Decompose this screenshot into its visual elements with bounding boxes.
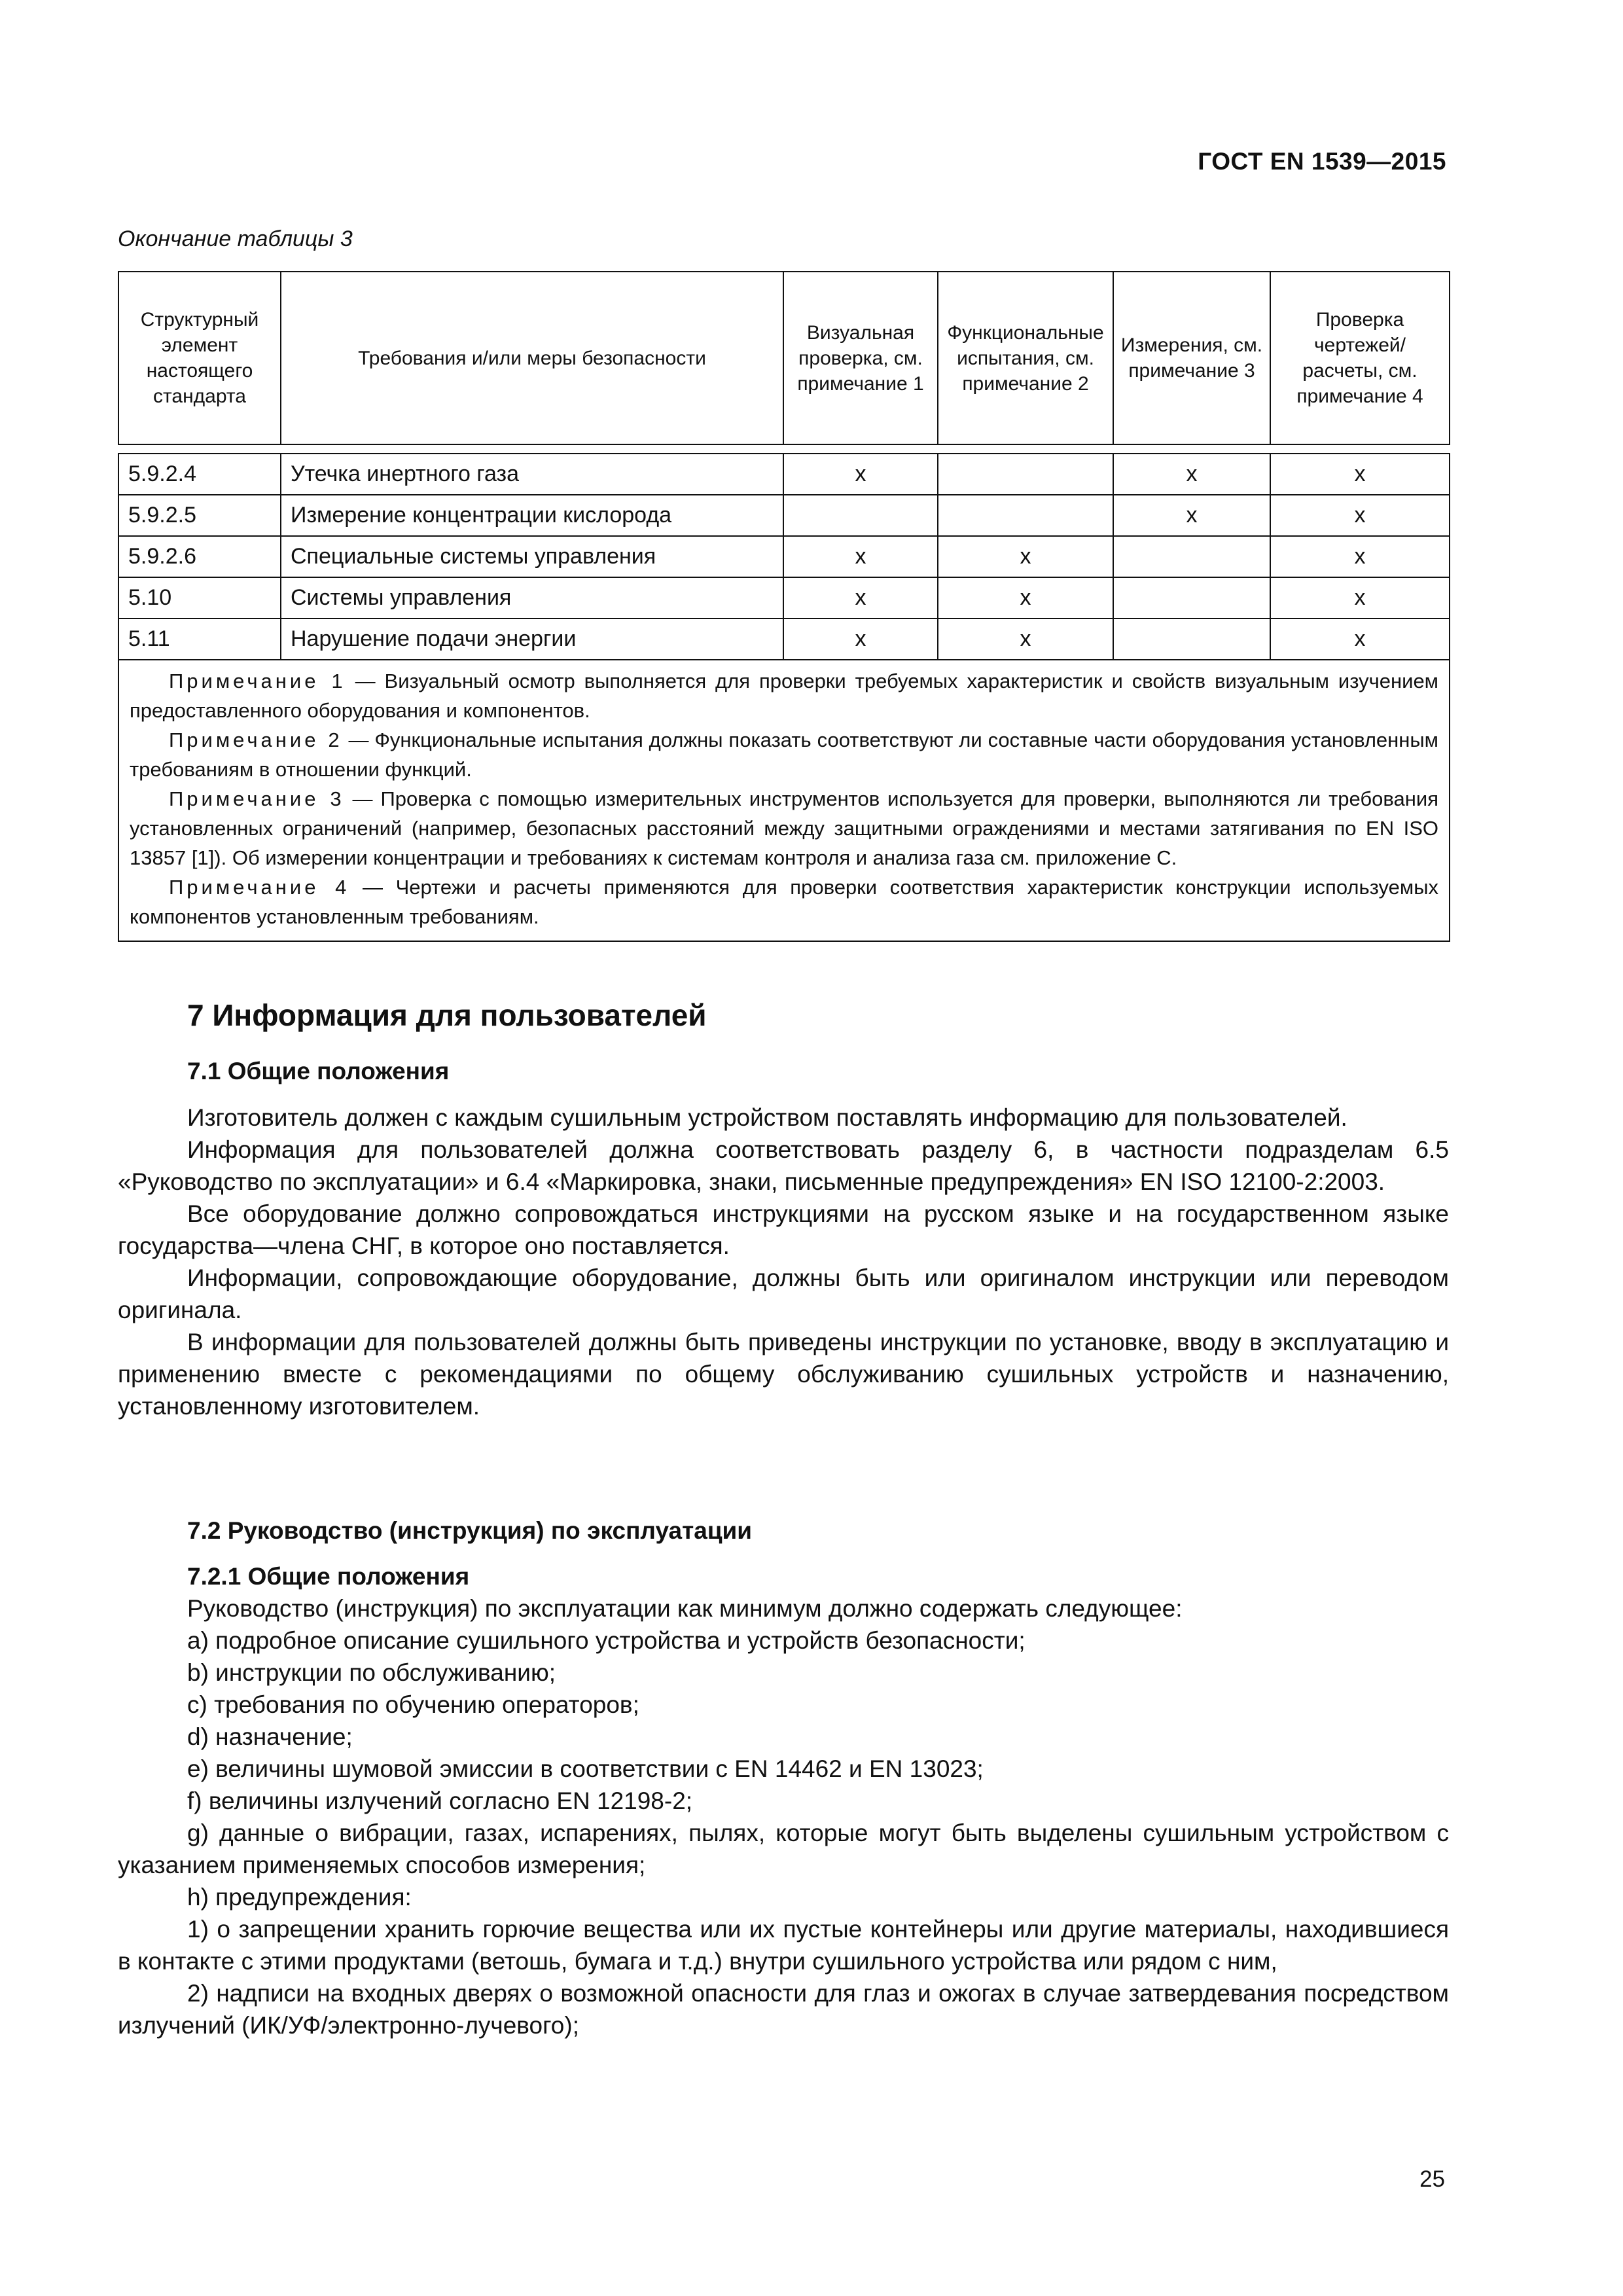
page-number: 25 bbox=[1419, 2166, 1445, 2192]
cell-drawings: x bbox=[1270, 495, 1450, 536]
section-7-title: 7 Информация для пользователей bbox=[187, 998, 707, 1032]
list-item: g) данные о вибрации, газах, испарениях, пылях, которые могут быть выделены сушильным устройством с указанием применяемых способов измерения; bbox=[118, 1820, 1449, 1878]
cell-requirement: Измерение концентрации кислорода bbox=[281, 495, 783, 536]
list-item: Руководство (инструкция) по эксплуатации как минимум должно содержать следующее: bbox=[187, 1595, 1183, 1622]
section-7-1-body bbox=[118, 1102, 1449, 1422]
document-id: ГОСТ EN 1539—2015 bbox=[1198, 148, 1446, 175]
paragraph: Все оборудование должно сопровождаться инструкциями на русском языке и на государственном языке государства—члена СНГ, в которое оно поставляется. bbox=[118, 1200, 1449, 1259]
note-3 bbox=[130, 785, 1438, 873]
cell-drawings: x bbox=[1270, 454, 1450, 495]
table-row bbox=[118, 577, 1450, 619]
note-label: Примечание 1 bbox=[169, 670, 346, 692]
cell-element: 5.10 bbox=[118, 577, 281, 619]
note-2 bbox=[130, 726, 1438, 785]
cell-measurement bbox=[1113, 619, 1270, 660]
note-1 bbox=[130, 667, 1438, 726]
table-notes-row bbox=[118, 660, 1450, 941]
paragraph: Изготовитель должен с каждым сушильным устройством поставлять информацию для пользователей. bbox=[187, 1104, 1347, 1131]
note-text: — Чертежи и расчеты применяются для проверки соответствия характеристик конструкции используемых компонентов установленным требованиям. bbox=[130, 875, 1438, 928]
paragraph: Информация для пользователей должна соответствовать разделу 6, в частности подразделам 6.5 «Руководство по эксплуатации» и 6.4 «Маркировка, знаки, письменные предупреждения» EN ISO 12100-2:2003. bbox=[118, 1136, 1449, 1195]
col-header-drawings: Проверка чертежей/ расчеты, см. примечание 4 bbox=[1270, 272, 1450, 444]
list-item: c) требования по обучению операторов; bbox=[187, 1691, 639, 1718]
note-label: Примечание 2 bbox=[169, 728, 343, 751]
table-row bbox=[118, 619, 1450, 660]
cell-element: 5.11 bbox=[118, 619, 281, 660]
note-text: — Функциональные испытания должны показать соответствуют ли составные части оборудования установленным требованиям в отношении функций. bbox=[130, 728, 1438, 781]
note-text: — Проверка с помощью измерительных инструментов используется для проверки, выполняются ли требования установленных ограничений (например, безопасных расстояний между защитными ограждениями и местами затягивания по EN ISO 13857 [1]). Об измерении концентрации и требованиях к системам контроля и анализа газа см. приложение С. bbox=[130, 787, 1438, 869]
list-item: 2) надписи на входных дверях о возможной опасности для глаз и ожогах в случае затвердевания посредством излучений (ИК/УФ/электронно-лучевого); bbox=[118, 1980, 1449, 2039]
cell-functional bbox=[938, 454, 1113, 495]
table-row bbox=[118, 536, 1450, 577]
list-item: f) величины излучений согласно EN 12198-2; bbox=[187, 1787, 693, 1814]
list-item: h) предупреждения: bbox=[187, 1884, 412, 1910]
cell-functional: x bbox=[938, 577, 1113, 619]
list-item: d) назначение; bbox=[187, 1723, 353, 1750]
cell-functional: x bbox=[938, 536, 1113, 577]
section-7-1-title: 7.1 Общие положения bbox=[187, 1058, 450, 1085]
cell-measurement bbox=[1113, 536, 1270, 577]
col-header-visual: Визуальная проверка, см. примечание 1 bbox=[783, 272, 938, 444]
cell-functional: x bbox=[938, 619, 1113, 660]
section-7-2-title: 7.2 Руководство (инструкция) по эксплуатации bbox=[187, 1517, 753, 1544]
paragraph: В информации для пользователей должны быть приведены инструкции по установке, вводу в эксплуатацию и применению вместе с рекомендациями по общему обслуживанию сушильных устройств и назначению, установленному изготовителем. bbox=[118, 1329, 1449, 1420]
requirements-table bbox=[118, 271, 1450, 942]
cell-requirement: Нарушение подачи энергии bbox=[281, 619, 783, 660]
section-7-2-1-title: 7.2.1 Общие положения bbox=[187, 1563, 470, 1590]
cell-visual: x bbox=[783, 577, 938, 619]
cell-visual: x bbox=[783, 536, 938, 577]
cell-measurement: x bbox=[1113, 454, 1270, 495]
list-item: e) величины шумовой эмиссии в соответствии с EN 14462 и EN 13023; bbox=[187, 1755, 984, 1782]
list-item: b) инструкции по обслуживанию; bbox=[187, 1659, 556, 1686]
table-header-row bbox=[118, 272, 1450, 444]
cell-measurement bbox=[1113, 577, 1270, 619]
col-header-functional: Функциональные испытания, см. примечание 2 bbox=[938, 272, 1113, 444]
cell-requirement: Утечка инертного газа bbox=[281, 454, 783, 495]
note-4 bbox=[130, 873, 1438, 932]
cell-drawings: x bbox=[1270, 536, 1450, 577]
note-label: Примечание 4 bbox=[169, 875, 350, 899]
cell-element: 5.9.2.5 bbox=[118, 495, 281, 536]
header-separator bbox=[118, 444, 1450, 454]
cell-measurement: x bbox=[1113, 495, 1270, 536]
table-row bbox=[118, 495, 1450, 536]
cell-functional bbox=[938, 495, 1113, 536]
section-7-2-body bbox=[118, 1560, 1449, 2041]
paragraph: Информации, сопровождающие оборудование, должны быть или оригиналом инструкции или переводом оригинала. bbox=[118, 1265, 1449, 1323]
col-header-measurement: Измерения, см. примечание 3 bbox=[1113, 272, 1270, 444]
cell-visual: x bbox=[783, 619, 938, 660]
note-label: Примечание 3 bbox=[169, 787, 345, 810]
cell-drawings: x bbox=[1270, 619, 1450, 660]
note-text: — Визуальный осмотр выполняется для проверки требуемых характеристик и свойств визуальным изучением предоставленного оборудования и компонентов. bbox=[130, 670, 1438, 722]
cell-requirement: Системы управления bbox=[281, 577, 783, 619]
list-item: a) подробное описание сушильного устройства и устройств безопасности; bbox=[187, 1627, 1026, 1654]
cell-requirement: Специальные системы управления bbox=[281, 536, 783, 577]
list-item: 1) о запрещении хранить горючие вещества или их пустые контейнеры или другие материалы, находившиеся в контакте с этими продуктами (ветошь, бумага и т.д.) внутри сушильного устройства или рядом с ним, bbox=[118, 1916, 1449, 1975]
cell-visual bbox=[783, 495, 938, 536]
cell-element: 5.9.2.4 bbox=[118, 454, 281, 495]
cell-drawings: x bbox=[1270, 577, 1450, 619]
table-caption: Окончание таблицы 3 bbox=[118, 226, 353, 251]
table-row bbox=[118, 454, 1450, 495]
table-notes bbox=[118, 660, 1450, 941]
col-header-requirement: Требования и/или меры безопасности bbox=[281, 272, 783, 444]
col-header-element: Структурный элемент настоящего стандарта bbox=[118, 272, 281, 444]
cell-visual: x bbox=[783, 454, 938, 495]
cell-element: 5.9.2.6 bbox=[118, 536, 281, 577]
